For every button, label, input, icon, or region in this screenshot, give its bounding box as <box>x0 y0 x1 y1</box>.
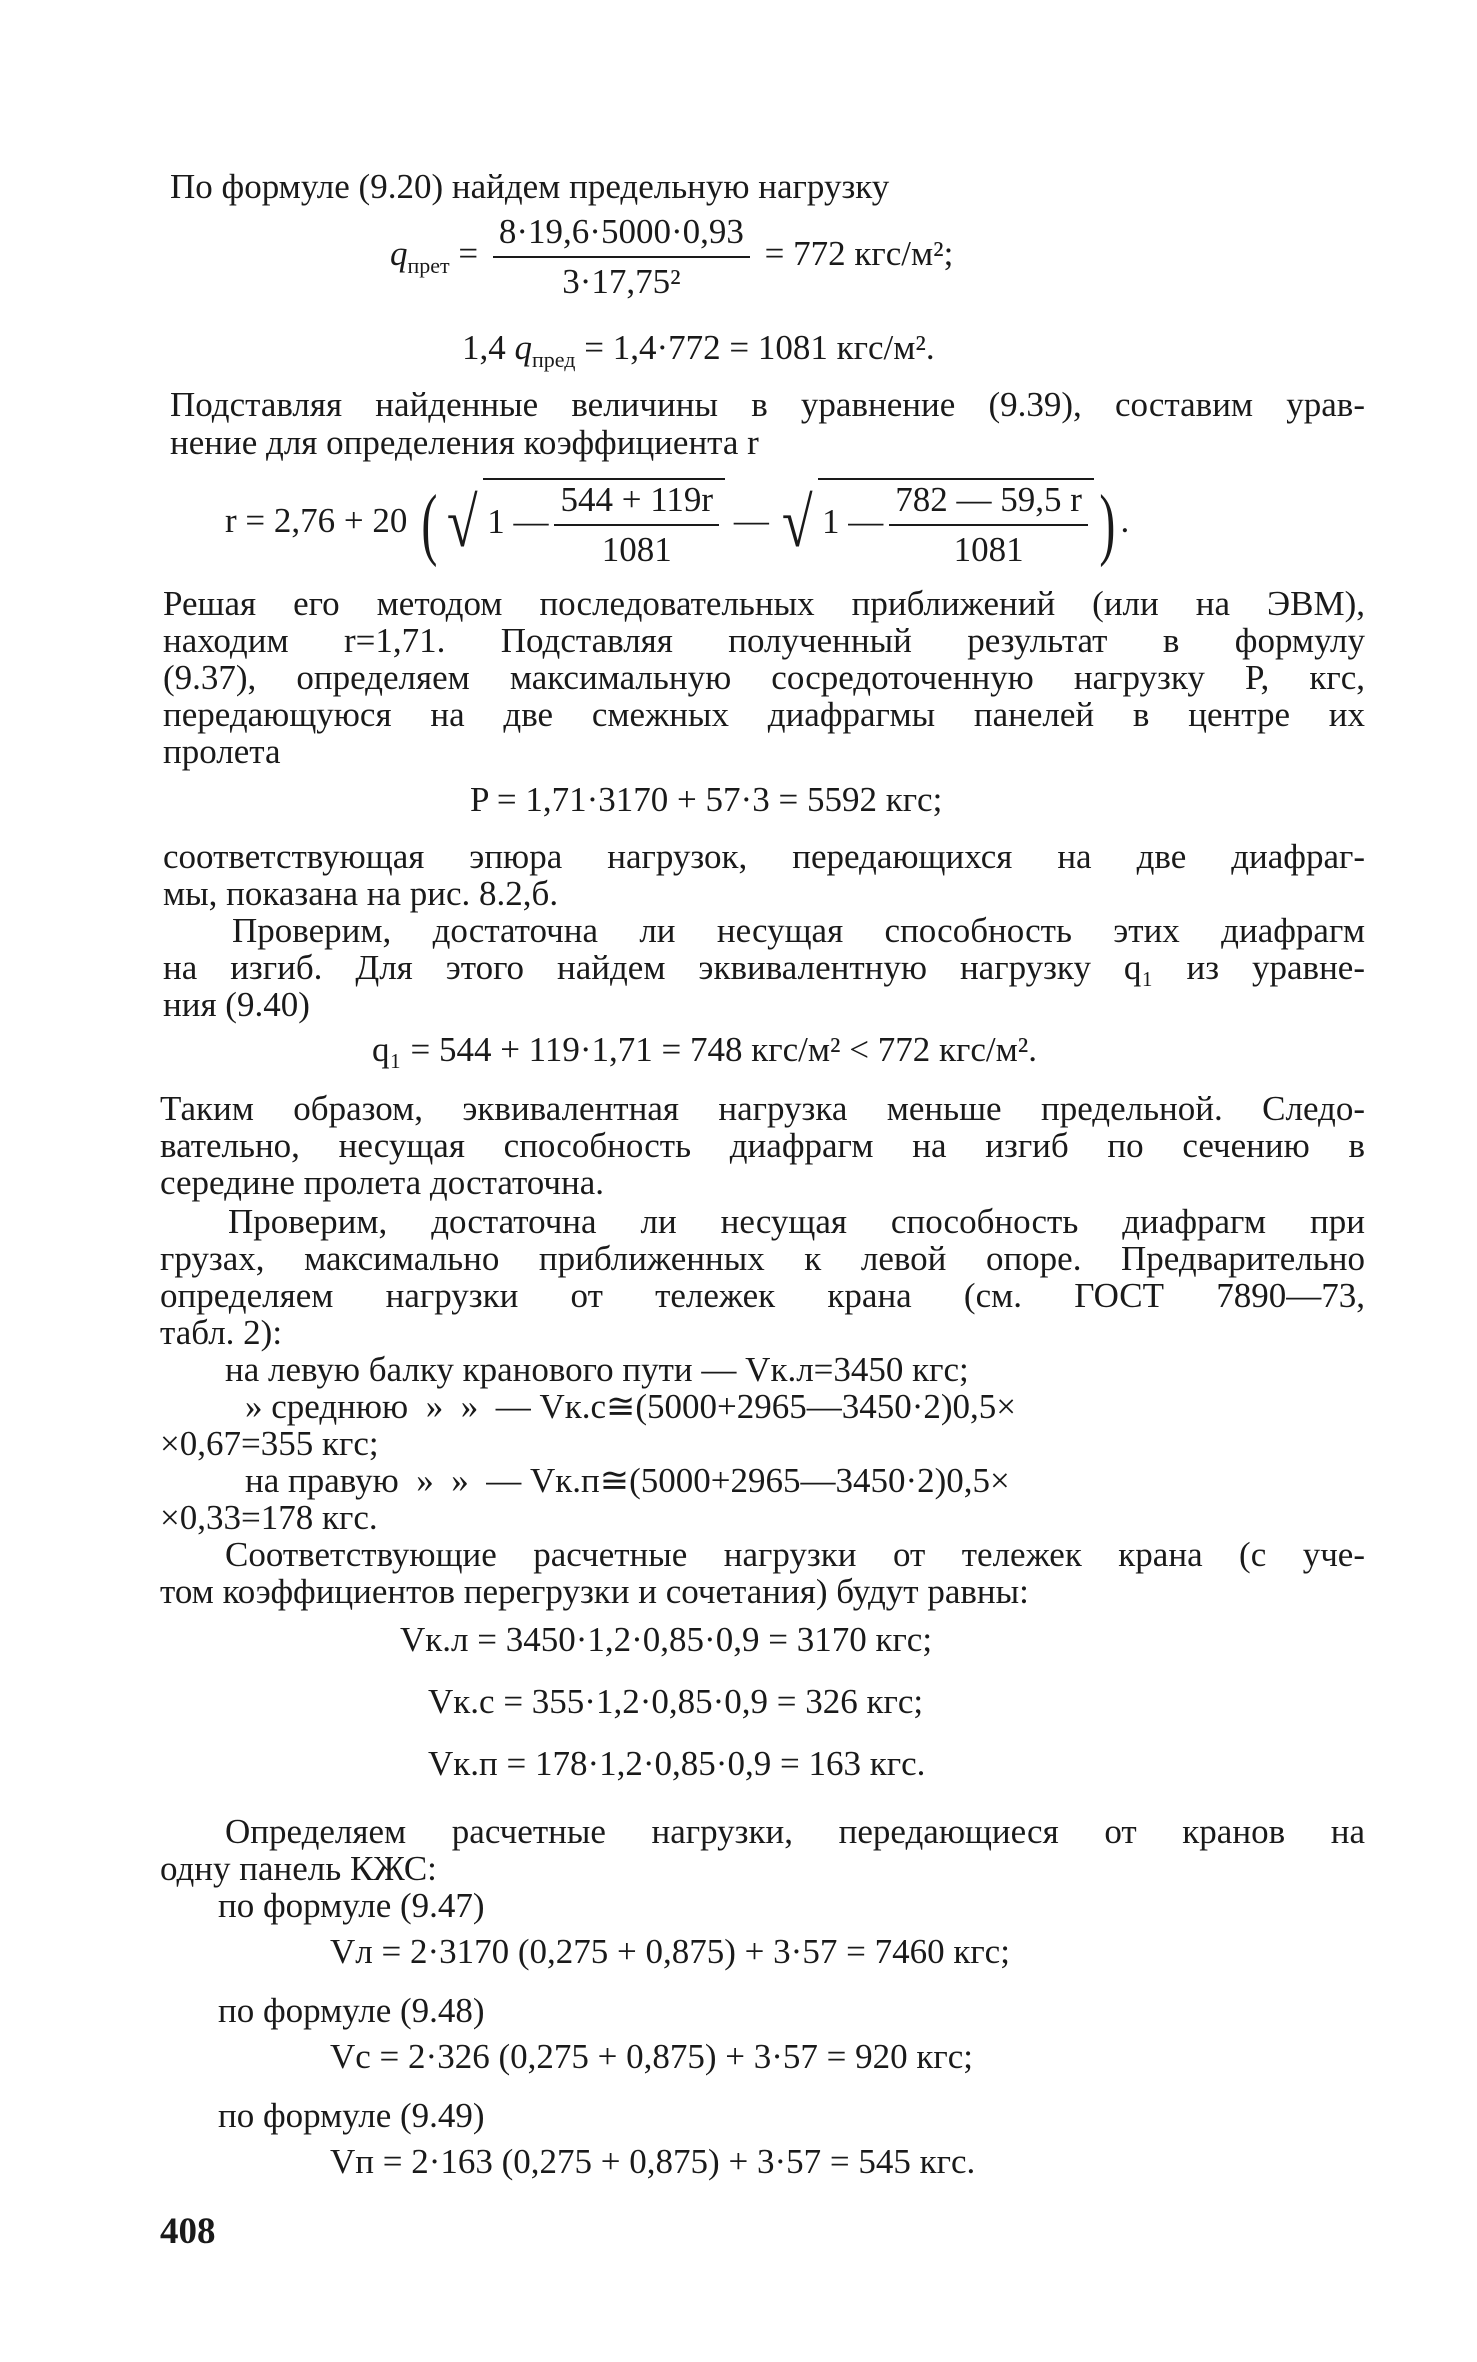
paragraph-line: передающуюся на две смежных диафрагмы панелей в центре их <box>163 695 1365 734</box>
paragraph-line: пролета <box>163 732 281 771</box>
paragraph-line: на изгиб. Для этого найдем эквивалентную нагрузку q₁ из уравне- <box>163 948 1365 987</box>
formula-q-pred: $q_{прет}$ = $\frac{8\cdot 19,6\cdot 5000\cdot 0,93}{\text{3·17,75²}}$ = 772 кгс/м²; <box>390 212 954 301</box>
radicand <box>483 478 725 570</box>
fraction <box>493 212 750 302</box>
paragraph-line: середине пролета достаточна. <box>160 1163 605 1202</box>
paragraph-line: вательно, несущая способность диафрагм на изгиб по сечению в <box>160 1126 1365 1165</box>
q-subscript: прет <box>407 253 450 279</box>
formula-vl: Vл = 2·3170 (0,275 + 0,875) + 3·57 = 7460 кгс; <box>330 1932 1010 1971</box>
intro-line: По формуле (9.20) найдем предельную нагрузку <box>170 167 890 206</box>
fraction <box>554 480 719 570</box>
numerator: 782 — 59,5 r <box>889 480 1088 526</box>
formula-P: P = 1,71·3170 + 57·3 = 5592 кгс; <box>470 780 943 819</box>
formula-1-4-q <box>462 328 935 380</box>
radicand <box>818 478 1094 570</box>
fraction <box>889 480 1088 570</box>
paragraph-line: нение для определения коэффициента r <box>170 423 759 462</box>
paragraph-line: определяем нагрузки от тележек крана (см. ГОСТ 7890—73, <box>160 1276 1365 1315</box>
paragraph-line: Соответствующие расчетные нагрузки от тележек крана (с уче- <box>225 1535 1365 1574</box>
list-item: ×0,67=355 кгс; <box>160 1424 379 1463</box>
paragraph-line: Таким образом, эквивалентная нагрузка меньше предельной. Следо- <box>160 1089 1365 1128</box>
list-item: на левую балку кранового пути — Vк.л=3450 кгс; <box>225 1350 969 1389</box>
radical-sign: √ <box>446 485 478 562</box>
paragraph-line: том коэффициентов перегрузки и сочетания) будут равны: <box>160 1572 1029 1611</box>
formula-q1: q₁ = 544 + 119·1,71 = 748 кгс/м² < 772 кгс/м². <box>372 1030 1038 1069</box>
list-item: » среднюю » » — Vк.с≅(5000+2965—3450·2)0,5× <box>245 1387 1017 1426</box>
paragraph-line: соответствующая эпюра нагрузок, передающихся на две диафраг- <box>163 837 1365 876</box>
paragraph-line: ния (9.40) <box>163 985 310 1024</box>
formula-vkp: Vк.п = 178·1,2·0,85·0,9 = 163 кгс. <box>428 1744 926 1783</box>
paragraph-line: грузах, максимально приближенных к левой опоре. Предварительно <box>160 1239 1365 1278</box>
formula-vkl: Vк.л = 3450·1,2·0,85·0,9 = 3170 кгс; <box>400 1620 933 1659</box>
numerator: 544 + 119r <box>554 480 719 526</box>
formula-r <box>225 478 1129 570</box>
paragraph-line: одну панель КЖС: <box>160 1849 437 1888</box>
denominator: 3·17,75² <box>562 262 681 301</box>
paragraph-line: мы, показана на рис. 8.2,б. <box>163 874 559 913</box>
expression: = 1,4·772 = 1081 кгс/м². <box>575 328 935 367</box>
coef: 1,4 <box>462 328 515 367</box>
numerator: 8·19,6·5000·0,93 <box>493 212 750 258</box>
formula-vp: Vп = 2·163 (0,275 + 0,875) + 3·57 = 545 кгс. <box>330 2142 976 2181</box>
denominator: 1081 <box>601 530 672 569</box>
list-item: на правую » » — Vк.п≅(5000+2965—3450·2)0,5× <box>245 1461 1010 1500</box>
q-symbol: q <box>514 328 532 367</box>
paragraph-line: (9.37), определяем максимальную сосредоточенную нагрузку P, кгс, <box>163 658 1365 697</box>
radical-sign: √ <box>781 485 813 562</box>
result: = 772 кгс/м²; <box>764 234 954 274</box>
formula-vc: Vс = 2·326 (0,275 + 0,875) + 3·57 = 920 кгс; <box>330 2037 974 2076</box>
paragraph-line: Подставляя найденные величины в уравнение (9.39), составим урав- <box>170 385 1365 424</box>
lhs: r = 2,76 + 20 <box>225 501 408 541</box>
formula-ref: по формуле (9.48) <box>218 1991 485 2030</box>
paragraph-line: Проверим, достаточна ли несущая способность этих диафрагм <box>232 911 1365 950</box>
paragraph-line: Определяем расчетные нагрузки, передающиеся от кранов на <box>225 1812 1365 1851</box>
paragraph-line: табл. 2): <box>160 1313 283 1352</box>
formula-ref: по формуле (9.47) <box>218 1886 485 1925</box>
one-minus: 1 — <box>487 502 549 542</box>
paragraph-line: Решая его методом последовательных приближений (или на ЭВМ), <box>163 584 1365 623</box>
period: . <box>1120 501 1130 541</box>
left-paren: ( <box>421 480 438 568</box>
page-number: 408 <box>160 2211 216 2252</box>
minus: — <box>733 501 769 541</box>
paragraph-line: находим r=1,71. Подставляя полученный результат в формулу <box>163 621 1365 660</box>
one-minus: 1 — <box>821 502 884 542</box>
paragraph-line: Проверим, достаточна ли несущая способность диафрагм при <box>228 1202 1365 1241</box>
q-symbol: q <box>390 234 408 274</box>
right-paren: ) <box>1099 480 1116 568</box>
list-item: ×0,33=178 кгс. <box>160 1498 378 1537</box>
denominator: 1081 <box>953 530 1024 569</box>
formula-vkc: Vк.с = 355·1,2·0,85·0,9 = 326 кгс; <box>428 1682 924 1721</box>
q-subscript: пред <box>532 347 576 372</box>
formula-ref: по формуле (9.49) <box>218 2096 485 2135</box>
